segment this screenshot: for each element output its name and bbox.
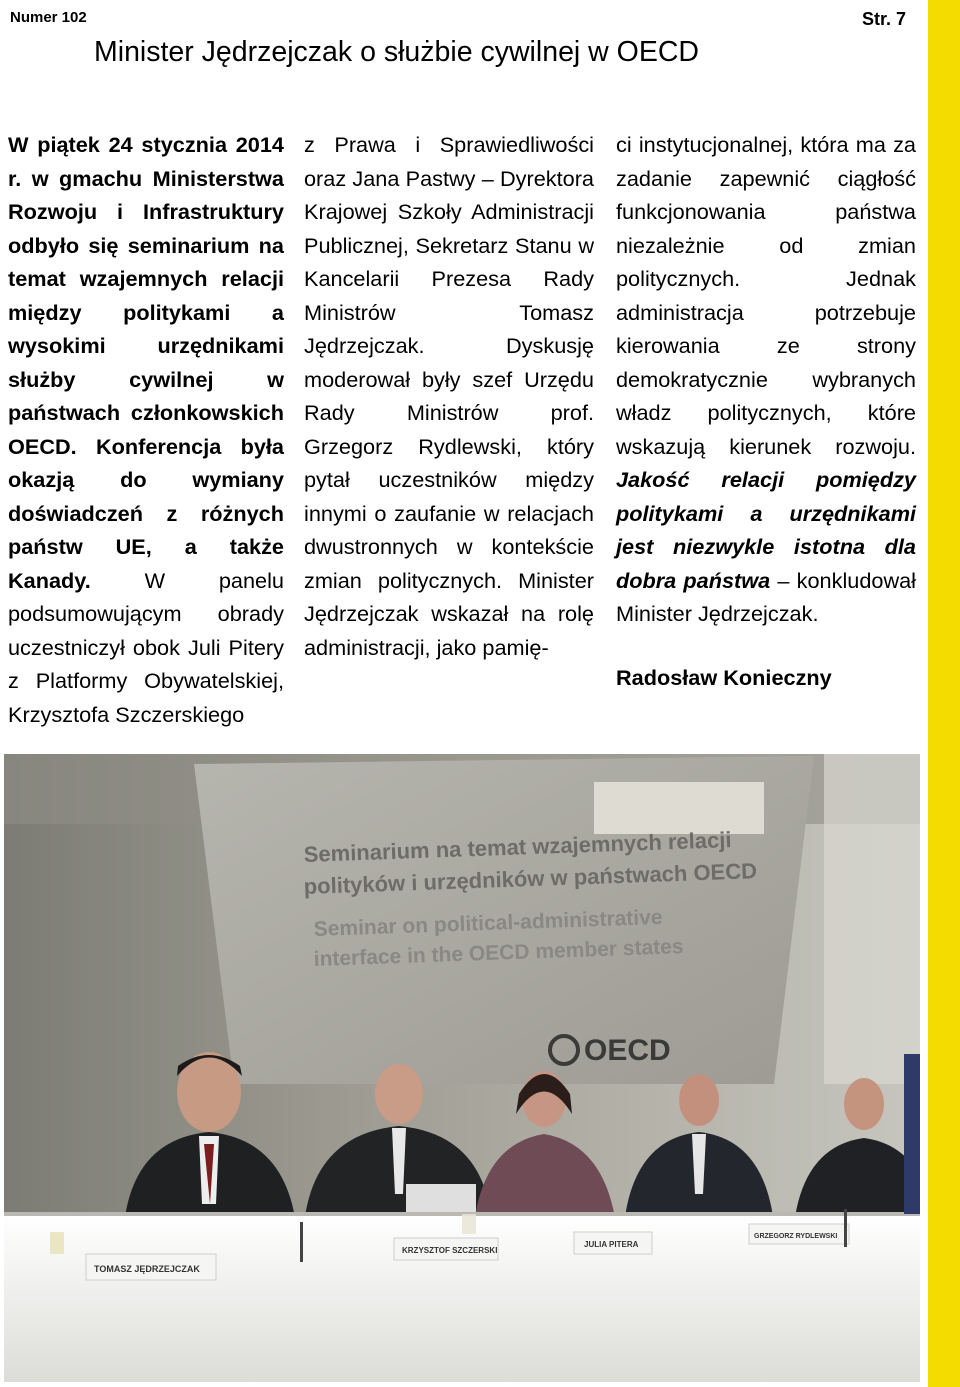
article-body-part-1a: W panelu podsumowującym obrady uczestniczył obok Juli Pitery z Platformy Obywatelskiej, Krzysztofa Szczerskiego (8, 567, 284, 727)
water-glass (50, 1232, 64, 1254)
nameplate-4 (749, 1224, 849, 1244)
article-column-3 (616, 128, 916, 694)
article-column-2 (304, 128, 594, 664)
svg-text:JULIA PITERA: JULIA PITERA (584, 1240, 639, 1249)
screen-text-3: Seminar on political-administrative (313, 905, 663, 941)
svg-text:KRZYSZTOF SZCZERSKI: KRZYSZTOF SZCZERSKI (402, 1246, 498, 1255)
conference-photo-drawing (4, 754, 920, 1382)
svg-text:GRZEGORZ RYDLEWSKI: GRZEGORZ RYDLEWSKI (754, 1233, 838, 1240)
article-body-part-1c: ci instytucjonalnej, która ma za zadanie zapewnić ciągłość funkcjonowania państwa niezależnie od zmian politycznych. Jednak administracja potrzebuje kierowania ze strony demokratycznie wybranych władz politycznych, które wskazują kierunek rozwoju. (616, 132, 916, 459)
conference-photo (4, 754, 920, 1382)
water-glass (462, 1214, 476, 1234)
microphone (844, 1209, 847, 1247)
article-closing: – konkludował Minister Jędrzejczak. (616, 567, 916, 626)
screen-logo-banner (594, 782, 764, 834)
microphone (300, 1222, 303, 1262)
screen-text-4: interface in the OECD member states (313, 935, 684, 971)
article-lead: W piątek 24 stycznia 2014 r. w gmachu Ministerstwa Rozwoju i Infrastruktury odbyło się seminarium na temat wzajemnych relacji między politykami a wysokimi urzędnikami służby cywilnej w państwach członkowskich OECD. Konferencja była okazją do wymiany doświadczeń z różnych państw UE, a także Kanady. (8, 132, 284, 593)
article-column-1 (8, 128, 284, 731)
article-author: Radosław Konieczny (616, 664, 832, 690)
article-title: Minister Jędrzejczak o służbie cywilnej w OECD (94, 36, 700, 68)
nameplate-1 (86, 1254, 216, 1280)
screen-oecd-logo: OECD (584, 1034, 671, 1067)
screen-text-2: polityków i urzędników w państwach OECD (303, 858, 758, 899)
wall-panel-right (824, 754, 920, 1084)
nameplate-3 (574, 1232, 652, 1254)
page-edge-yellow-bar (928, 0, 960, 1387)
flag-banner (904, 1054, 920, 1214)
article-body-part-1b: z Prawa i Sprawiedliwości oraz Jana Pastwy – Dyrektora Krajowej Szkoły Administracji Publicznej, Sekretarz Stanu w Kancelarii Prezesa Rady Ministrów Tomasz Jędrzejczak. Dyskusję moderował były szef Urzędu Rady Ministrów prof. Grzegorz Rydlewski, który pytał uczestników między innymi o zaufanie w relacjach dwustronnych w kontekście zmian politycznych. Minister Jędrzejczak wskazał na rolę administracji, jako pamię- (304, 132, 594, 660)
nameplate-2 (394, 1238, 498, 1260)
screen-text-1: Seminarium na temat wzajemnych relacji (303, 827, 732, 867)
svg-text:TOMASZ JĘDRZEJCZAK: TOMASZ JĘDRZEJCZAK (94, 1264, 200, 1274)
issue-number: Numer 102 (10, 9, 87, 26)
article-quote: Jakość relacji pomiędzy politykami a urzędnikami jest niezwykle istotna dla dobra państwa (616, 467, 916, 593)
page-number: Str. 7 (862, 9, 907, 29)
